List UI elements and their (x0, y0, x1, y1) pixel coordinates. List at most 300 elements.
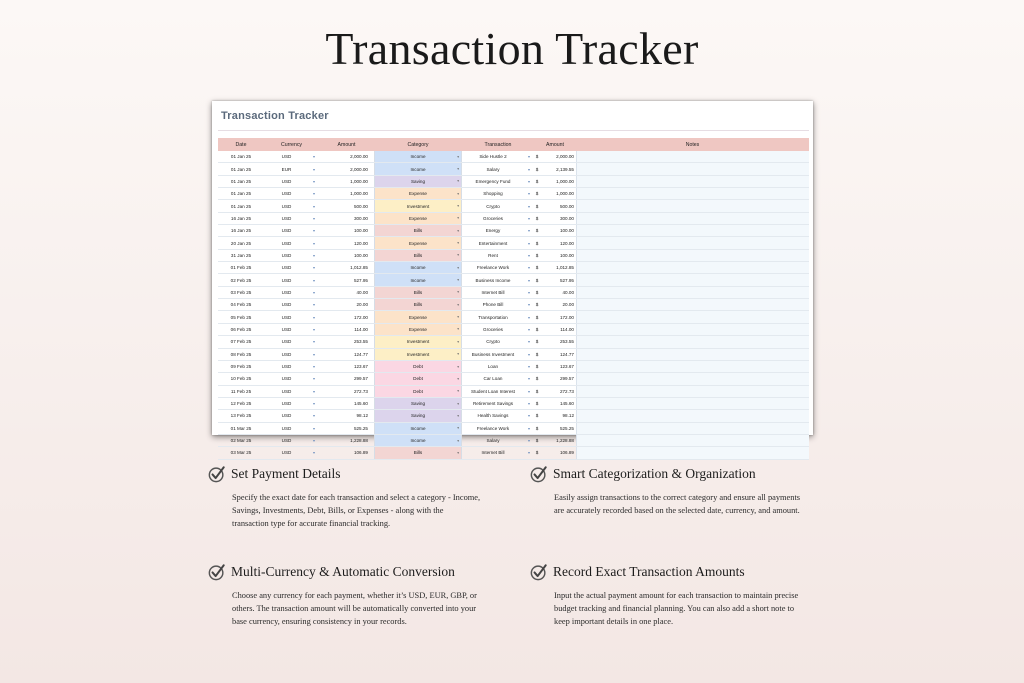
sheet-title: Transaction Tracker (221, 110, 329, 122)
converted-amount-cell: 2,139.55 (556, 166, 574, 172)
notes-cell[interactable] (576, 324, 809, 335)
transaction-cell[interactable]: Side Hustle 2 (479, 154, 507, 160)
chevron-down-icon[interactable]: ▾ (527, 425, 530, 431)
date-cell[interactable]: 07 Feb 25 (230, 339, 252, 345)
date-cell[interactable]: 01 Jan 25 (230, 166, 252, 172)
category-dropdown[interactable] (374, 423, 462, 434)
chevron-down-icon: ▾ (457, 191, 459, 196)
amount-cell[interactable]: 172.00 (353, 314, 368, 320)
currency-cell[interactable]: USD (281, 376, 292, 382)
currency-symbol: $ (535, 314, 539, 320)
currency-symbol: $ (535, 388, 539, 394)
transaction-cell[interactable]: Crypto (486, 203, 500, 209)
chevron-down-icon[interactable]: ▾ (312, 289, 315, 295)
converted-amount-cell: 300.00 (559, 215, 574, 221)
currency-symbol: $ (535, 450, 539, 456)
table-row (218, 287, 809, 299)
amount-cell[interactable]: 2,000.00 (350, 166, 368, 172)
chevron-down-icon[interactable]: ▾ (312, 154, 315, 160)
notes-cell[interactable] (576, 200, 809, 211)
currency-symbol: $ (535, 265, 539, 271)
chevron-down-icon[interactable]: ▾ (527, 166, 530, 172)
amount-cell[interactable]: 527.95 (353, 277, 368, 283)
converted-amount-cell: 98.12 (562, 413, 574, 419)
date-cell[interactable]: 16 Jan 25 (230, 228, 252, 234)
category-dropdown[interactable] (374, 213, 462, 224)
transaction-cell[interactable]: Rent (488, 252, 498, 258)
chevron-down-icon[interactable]: ▾ (312, 277, 315, 283)
category-label: Income (410, 425, 426, 431)
chevron-down-icon[interactable]: ▾ (312, 203, 315, 209)
category-dropdown[interactable] (374, 237, 462, 248)
notes-cell[interactable] (576, 213, 809, 224)
amount-cell[interactable]: 120.00 (353, 240, 368, 246)
converted-amount-cell: 525.25 (559, 425, 574, 431)
chevron-down-icon: ▾ (457, 154, 459, 159)
date-cell[interactable]: 02 Feb 25 (230, 277, 252, 283)
notes-cell[interactable] (576, 311, 809, 322)
chevron-down-icon[interactable]: ▾ (312, 364, 315, 370)
category-label: Saving (410, 401, 426, 407)
date-cell[interactable]: 01 Jan 25 (230, 203, 252, 209)
amount-cell[interactable]: 100.00 (353, 228, 368, 234)
amount-cell[interactable]: 98.12 (356, 413, 368, 419)
chevron-down-icon[interactable]: ▾ (527, 228, 530, 234)
notes-cell[interactable] (576, 225, 809, 236)
notes-cell[interactable] (576, 447, 809, 458)
chevron-down-icon: ▾ (457, 426, 459, 431)
converted-amount-cell: 123.67 (559, 364, 574, 370)
date-cell[interactable]: 16 Jan 25 (230, 215, 252, 221)
notes-cell[interactable] (576, 287, 809, 298)
amount-cell[interactable]: 299.57 (353, 376, 368, 382)
amount-cell[interactable]: 123.67 (353, 364, 368, 370)
chevron-down-icon[interactable]: ▾ (527, 265, 530, 271)
table-row (218, 410, 809, 422)
feature-title: Multi-Currency & Automatic Conversion (231, 564, 455, 579)
currency-symbol: $ (535, 203, 539, 209)
chevron-down-icon: ▾ (457, 290, 459, 295)
chevron-down-icon[interactable]: ▾ (312, 376, 315, 382)
category-dropdown[interactable] (374, 311, 462, 322)
date-cell[interactable]: 05 Feb 25 (230, 314, 252, 320)
amount-cell[interactable]: 272.73 (353, 388, 368, 394)
table-row (218, 163, 809, 175)
table-row (218, 176, 809, 188)
amount-cell[interactable]: 253.55 (353, 339, 368, 345)
notes-cell[interactable] (576, 299, 809, 310)
chevron-down-icon[interactable]: ▾ (527, 203, 530, 209)
feature-description: Easily assign transactions to the correct category and ensure all payments are accurately recorded based on the selected date, currency, and amount. (554, 493, 801, 515)
date-cell[interactable]: 10 Feb 25 (230, 376, 252, 382)
chevron-down-icon[interactable]: ▾ (312, 265, 315, 271)
feature-description: Choose any currency for each payment, whether it’s USD, EUR, GBP, or others. The transaction amount will be automatically converted into your base currency, ensuring consistency in your records. (232, 591, 477, 626)
chevron-down-icon[interactable]: ▾ (312, 252, 315, 258)
notes-cell[interactable] (576, 151, 809, 162)
chevron-down-icon[interactable]: ▾ (527, 388, 530, 394)
date-cell[interactable]: 01 Jan 25 (230, 191, 252, 197)
category-label: Investment (406, 351, 430, 357)
amount-cell[interactable]: 1,012.85 (350, 265, 368, 271)
transaction-cell[interactable]: Health Savings (477, 413, 509, 419)
table-header (218, 138, 809, 151)
chevron-down-icon[interactable]: ▾ (312, 326, 315, 332)
currency-cell[interactable]: USD (281, 228, 292, 234)
category-dropdown[interactable] (374, 386, 462, 397)
transaction-cell[interactable]: Energy (485, 228, 501, 234)
amount-cell[interactable]: 1,000.00 (350, 191, 368, 197)
feature-description: Specify the exact date for each transaction and select a category - Income, Savings, Investments, Debt, Bills, or Expenses - along with the transaction type for accurate financial tracking. (232, 493, 481, 528)
notes-cell[interactable] (576, 435, 809, 446)
column-header-transaction: Transaction (484, 141, 512, 148)
chevron-down-icon[interactable]: ▾ (527, 413, 530, 419)
category-dropdown[interactable] (374, 447, 462, 458)
date-cell[interactable]: 01 Jan 25 (230, 154, 252, 160)
chevron-down-icon[interactable]: ▾ (527, 401, 530, 407)
currency-cell[interactable]: USD (281, 314, 292, 320)
chevron-down-icon[interactable]: ▾ (527, 277, 530, 283)
category-label: Bills (413, 289, 423, 295)
currency-cell[interactable]: USD (281, 450, 292, 456)
category-dropdown[interactable] (374, 324, 462, 335)
check-circle-icon (530, 563, 548, 581)
transaction-cell[interactable]: Freelance Work (476, 425, 510, 431)
table-row (218, 250, 809, 262)
converted-amount-cell: 40.00 (562, 289, 574, 295)
notes-cell[interactable] (576, 398, 809, 409)
table-body (218, 151, 809, 460)
transaction-cell[interactable]: Student Loan Interest (471, 388, 515, 394)
transaction-cell[interactable]: Entertainment (478, 240, 508, 246)
chevron-down-icon[interactable]: ▾ (312, 240, 315, 246)
currency-symbol: $ (535, 215, 539, 221)
chevron-down-icon[interactable]: ▾ (312, 302, 315, 308)
column-header-converted-amount: Amount (546, 141, 564, 148)
date-cell[interactable]: 03 Feb 25 (230, 289, 252, 295)
converted-amount-cell: 100.00 (559, 228, 574, 234)
notes-cell[interactable] (576, 423, 809, 434)
currency-cell[interactable]: USD (281, 401, 292, 407)
currency-symbol: $ (535, 376, 539, 382)
category-label: Bills (413, 450, 423, 456)
currency-cell[interactable]: EUR (281, 166, 292, 172)
currency-symbol: $ (535, 178, 539, 184)
transaction-cell[interactable]: Emergency Fund (475, 178, 511, 184)
check-circle-icon (208, 465, 226, 483)
currency-cell[interactable]: USD (281, 351, 292, 357)
feature-title: Smart Categorization & Organization (553, 466, 756, 481)
transaction-cell[interactable]: Shopping (483, 191, 503, 197)
currency-cell[interactable]: USD (281, 388, 292, 394)
notes-cell[interactable] (576, 250, 809, 261)
currency-symbol: $ (535, 438, 539, 444)
feature-title: Record Exact Transaction Amounts (553, 564, 745, 579)
date-cell[interactable]: 03 Mar 25 (230, 450, 252, 456)
chevron-down-icon: ▾ (457, 167, 459, 172)
notes-cell[interactable] (576, 386, 809, 397)
category-dropdown[interactable] (374, 435, 462, 446)
spreadsheet-preview (212, 101, 813, 456)
chevron-down-icon: ▾ (457, 278, 459, 283)
amount-cell[interactable]: 500.00 (353, 203, 368, 209)
chevron-down-icon[interactable]: ▾ (527, 215, 530, 221)
category-label: Bills (413, 302, 423, 308)
transaction-cell[interactable]: Salary (486, 438, 500, 444)
amount-cell[interactable]: 525.25 (353, 425, 368, 431)
notes-cell[interactable] (576, 410, 809, 421)
transaction-cell[interactable]: Loan (487, 364, 499, 370)
amount-cell[interactable]: 106.89 (353, 450, 368, 456)
check-circle-icon (208, 563, 226, 581)
converted-amount-cell: 1,012.85 (556, 265, 574, 271)
converted-amount-cell: 1,228.88 (556, 438, 574, 444)
chevron-down-icon[interactable]: ▾ (527, 178, 530, 184)
chevron-down-icon[interactable]: ▾ (312, 450, 315, 456)
currency-symbol: $ (535, 252, 539, 258)
notes-cell[interactable] (576, 336, 809, 347)
divider (218, 130, 809, 131)
currency-cell[interactable]: USD (281, 326, 292, 332)
currency-cell[interactable]: USD (281, 289, 292, 295)
category-label: Expense (409, 240, 427, 246)
currency-cell[interactable]: USD (281, 154, 292, 160)
chevron-down-icon[interactable]: ▾ (312, 401, 315, 407)
category-label: Expense (409, 191, 427, 197)
currency-cell[interactable]: USD (281, 178, 292, 184)
category-dropdown[interactable] (374, 287, 462, 298)
chevron-down-icon: ▾ (457, 253, 459, 258)
date-cell[interactable]: 01 Feb 25 (230, 265, 252, 271)
table-row (218, 213, 809, 225)
chevron-down-icon: ▾ (457, 438, 459, 443)
amount-cell[interactable]: 2,000.00 (350, 154, 368, 160)
notes-cell[interactable] (576, 274, 809, 285)
amount-cell[interactable]: 124.77 (353, 351, 368, 357)
chevron-down-icon[interactable]: ▾ (312, 178, 315, 184)
transaction-cell[interactable]: Groceries (483, 215, 503, 221)
category-label: Expense (409, 215, 427, 221)
category-dropdown[interactable] (374, 188, 462, 199)
currency-cell[interactable]: USD (281, 425, 292, 431)
amount-cell[interactable]: 114.00 (354, 326, 368, 332)
chevron-down-icon[interactable]: ▾ (527, 364, 530, 370)
chevron-down-icon[interactable]: ▾ (527, 240, 530, 246)
converted-amount-cell: 145.60 (559, 401, 574, 407)
category-dropdown[interactable] (374, 262, 462, 273)
amount-cell[interactable]: 1,000.00 (350, 178, 368, 184)
category-dropdown[interactable] (374, 225, 462, 236)
feature-record-amounts (530, 563, 805, 628)
category-label: Expense (409, 314, 427, 320)
chevron-down-icon: ▾ (457, 389, 459, 394)
chevron-down-icon[interactable]: ▾ (527, 154, 530, 160)
column-header-date: Date (235, 141, 247, 148)
currency-symbol: $ (535, 166, 539, 172)
currency-cell[interactable]: USD (281, 252, 292, 258)
table-row (218, 386, 809, 398)
table-row (218, 151, 809, 163)
chevron-down-icon[interactable]: ▾ (312, 215, 315, 221)
chevron-down-icon: ▾ (457, 339, 459, 344)
converted-amount-cell: 114.00 (560, 326, 574, 332)
notes-cell[interactable] (576, 262, 809, 273)
transaction-cell[interactable]: Transportation (478, 314, 508, 320)
notes-cell[interactable] (576, 188, 809, 199)
amount-cell[interactable]: 145.60 (353, 401, 368, 407)
transaction-cell[interactable]: Groceries (483, 326, 503, 332)
converted-amount-cell: 124.77 (559, 351, 574, 357)
currency-symbol: $ (535, 240, 539, 246)
amount-cell[interactable]: 40.00 (356, 289, 368, 295)
transaction-cell[interactable]: Internet Bill (481, 450, 505, 456)
category-dropdown[interactable] (374, 410, 462, 421)
column-header-amount: Amount (337, 141, 356, 148)
transaction-cell[interactable]: Retirement Savings (472, 401, 514, 407)
chevron-down-icon[interactable]: ▾ (527, 252, 530, 258)
transaction-cell[interactable]: Business Income (475, 277, 511, 283)
table-row (218, 336, 809, 348)
table-row (218, 225, 809, 237)
category-dropdown[interactable] (374, 373, 462, 384)
chevron-down-icon: ▾ (457, 450, 459, 455)
date-cell[interactable]: 01 Mar 25 (230, 425, 252, 431)
chevron-down-icon[interactable]: ▾ (527, 438, 530, 444)
amount-cell[interactable]: 100.00 (353, 252, 368, 258)
currency-symbol: $ (535, 228, 539, 234)
transaction-cell[interactable]: Business Investment (471, 351, 515, 357)
notes-cell[interactable] (576, 361, 809, 372)
chevron-down-icon[interactable]: ▾ (527, 314, 530, 320)
chevron-down-icon[interactable]: ▾ (527, 289, 530, 295)
chevron-down-icon[interactable]: ▾ (312, 228, 315, 234)
transaction-cell[interactable]: Crypto (486, 339, 500, 345)
date-cell[interactable]: 06 Feb 25 (230, 326, 252, 332)
category-dropdown[interactable] (374, 176, 462, 187)
chevron-down-icon[interactable]: ▾ (312, 191, 315, 197)
currency-cell[interactable]: USD (281, 302, 292, 308)
category-dropdown[interactable] (374, 163, 462, 174)
converted-amount-cell: 106.89 (559, 450, 574, 456)
converted-amount-cell: 527.95 (559, 277, 574, 283)
category-dropdown[interactable] (374, 151, 462, 162)
category-dropdown[interactable] (374, 299, 462, 310)
currency-cell[interactable]: USD (281, 364, 292, 370)
converted-amount-cell: 299.57 (559, 376, 574, 382)
date-cell[interactable]: 13 Feb 25 (230, 413, 252, 419)
table-row (218, 435, 809, 447)
transaction-cell[interactable]: Phone Bill (482, 302, 504, 308)
amount-cell[interactable]: 1,228.88 (350, 438, 368, 444)
currency-cell[interactable]: USD (281, 413, 292, 419)
chevron-down-icon[interactable]: ▾ (527, 191, 530, 197)
transaction-cell[interactable]: Car Loan (483, 376, 503, 382)
category-dropdown[interactable] (374, 398, 462, 409)
date-cell[interactable]: 02 Mar 25 (230, 438, 252, 444)
converted-amount-cell: 172.00 (559, 314, 574, 320)
chevron-down-icon[interactable]: ▾ (312, 425, 315, 431)
date-cell[interactable]: 04 Feb 25 (230, 302, 252, 308)
currency-cell[interactable]: USD (281, 277, 292, 283)
chevron-down-icon[interactable]: ▾ (312, 351, 315, 357)
chevron-down-icon[interactable]: ▾ (527, 339, 530, 345)
notes-cell[interactable] (576, 237, 809, 248)
chevron-down-icon[interactable]: ▾ (312, 413, 315, 419)
currency-symbol: $ (535, 154, 539, 160)
chevron-down-icon[interactable]: ▾ (312, 388, 315, 394)
chevron-down-icon: ▾ (457, 364, 459, 369)
date-cell[interactable]: 12 Feb 25 (230, 401, 252, 407)
category-dropdown[interactable] (374, 274, 462, 285)
chevron-down-icon: ▾ (457, 327, 459, 332)
date-cell[interactable]: 09 Feb 25 (230, 364, 252, 370)
chevron-down-icon[interactable]: ▾ (312, 339, 315, 345)
currency-symbol: $ (535, 425, 539, 431)
column-header-currency: Currency (280, 141, 303, 148)
category-label: Investment (406, 203, 430, 209)
chevron-down-icon[interactable]: ▾ (527, 326, 530, 332)
amount-cell[interactable]: 20.00 (356, 302, 368, 308)
currency-cell[interactable]: USD (281, 215, 292, 221)
table-row (218, 262, 809, 274)
notes-cell[interactable] (576, 373, 809, 384)
chevron-down-icon[interactable]: ▾ (527, 376, 530, 382)
date-cell[interactable]: 08 Feb 25 (230, 351, 252, 357)
category-dropdown[interactable] (374, 336, 462, 347)
table-row (218, 423, 809, 435)
column-header-notes: Notes (685, 141, 700, 148)
category-dropdown[interactable] (374, 250, 462, 261)
date-cell[interactable]: 11 Feb 25 (230, 388, 252, 394)
chevron-down-icon[interactable]: ▾ (312, 314, 315, 320)
category-dropdown[interactable] (374, 200, 462, 211)
category-label: Bills (413, 228, 423, 234)
chevron-down-icon: ▾ (457, 315, 459, 320)
date-cell[interactable]: 20 Jan 25 (230, 240, 252, 246)
chevron-down-icon[interactable]: ▾ (527, 450, 530, 456)
currency-cell[interactable]: USD (281, 191, 292, 197)
transaction-cell[interactable]: Internet Bill (481, 289, 505, 295)
currency-cell[interactable]: USD (281, 265, 292, 271)
transaction-cell[interactable]: Salary (486, 166, 500, 172)
transaction-cell[interactable]: Freelance Work (476, 265, 510, 271)
chevron-down-icon[interactable]: ▾ (527, 302, 530, 308)
date-cell[interactable]: 01 Jan 25 (230, 178, 252, 184)
chevron-down-icon[interactable]: ▾ (527, 351, 530, 357)
notes-cell[interactable] (576, 163, 809, 174)
currency-symbol: $ (535, 191, 539, 197)
check-circle-icon (530, 465, 548, 483)
chevron-down-icon: ▾ (457, 302, 459, 307)
currency-cell[interactable]: USD (281, 339, 292, 345)
table-row (218, 188, 809, 200)
category-dropdown[interactable] (374, 361, 462, 372)
converted-amount-cell: 500.00 (559, 203, 574, 209)
currency-cell[interactable]: USD (281, 203, 292, 209)
table-row (218, 324, 809, 336)
chevron-down-icon[interactable]: ▾ (312, 166, 315, 172)
currency-cell[interactable]: USD (281, 438, 292, 444)
feature-description: Input the actual payment amount for each transaction to maintain precise budget tracking and financial planning. You can also add a short note to keep important details in one place. (554, 591, 799, 626)
chevron-down-icon[interactable]: ▾ (312, 438, 315, 444)
notes-cell[interactable] (576, 176, 809, 187)
category-dropdown[interactable] (374, 349, 462, 360)
amount-cell[interactable]: 300.00 (353, 215, 368, 221)
notes-cell[interactable] (576, 349, 809, 360)
converted-amount-cell: 2,000.00 (556, 154, 574, 160)
table-row (218, 349, 809, 361)
date-cell[interactable]: 31 Jan 25 (230, 252, 252, 258)
currency-cell[interactable]: USD (281, 240, 292, 246)
